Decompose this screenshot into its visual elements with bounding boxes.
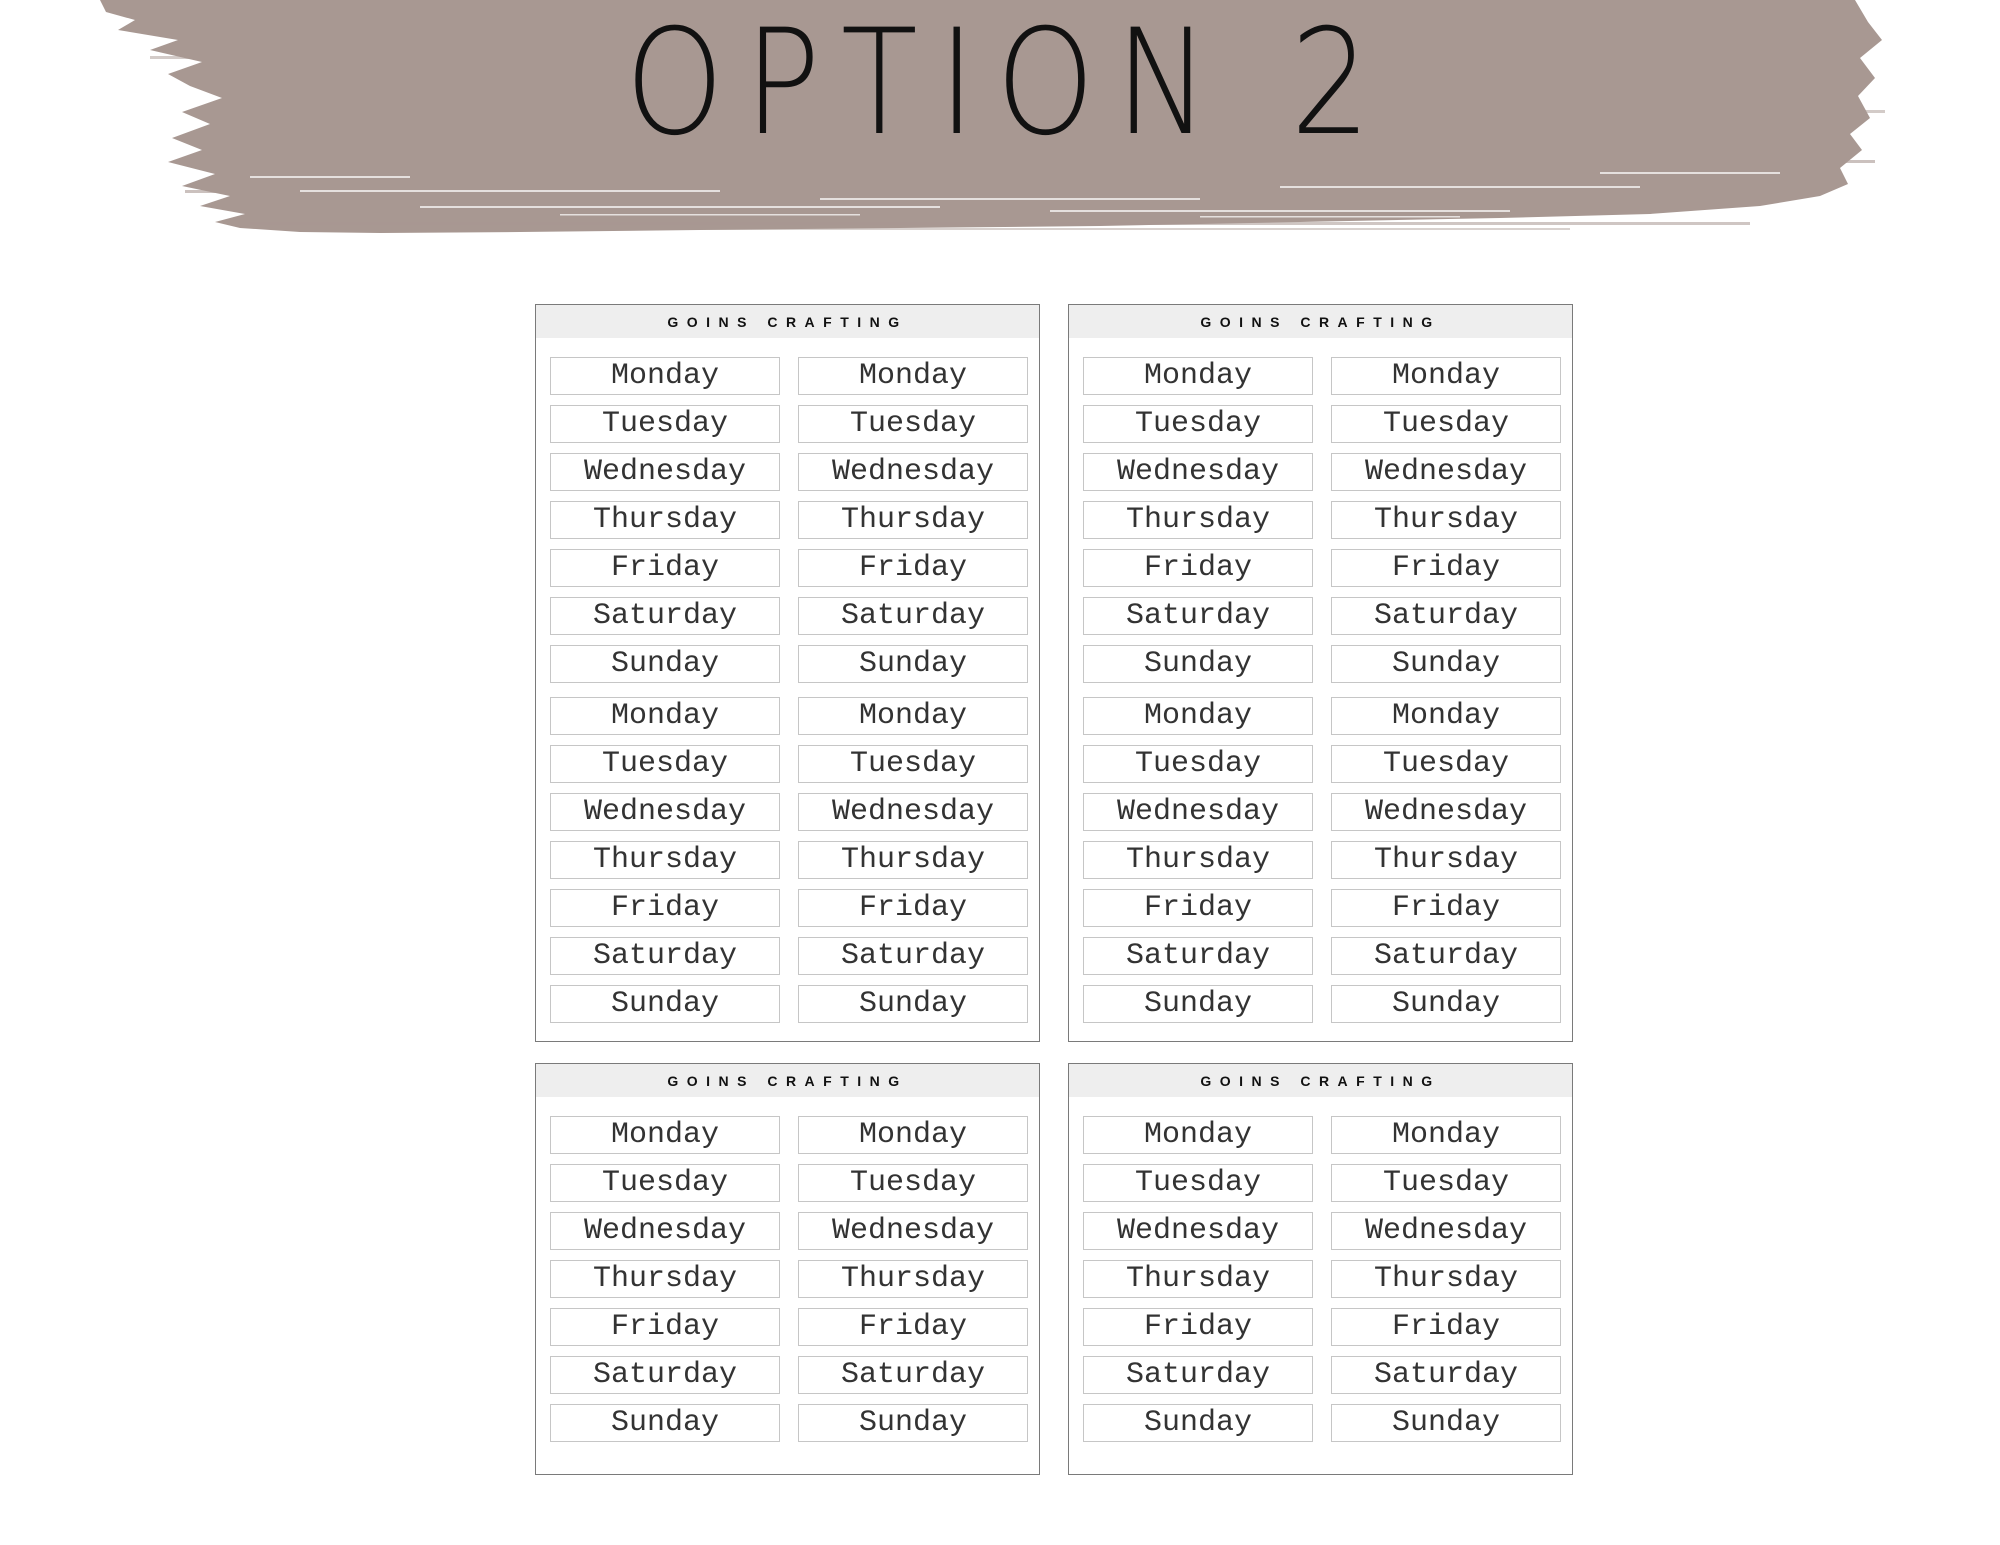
day-label-sticker: Friday [1331, 1308, 1561, 1346]
day-label-sticker: Tuesday [1331, 405, 1561, 443]
day-label-sticker: Wednesday [1331, 1212, 1561, 1250]
day-label-sticker: Friday [1331, 549, 1561, 587]
day-label-grid [550, 357, 1028, 1033]
day-label-sticker: Friday [1083, 549, 1313, 587]
day-label-sticker: Thursday [798, 841, 1028, 879]
day-label-sticker: Thursday [550, 1260, 780, 1298]
day-label-sticker: Tuesday [1083, 745, 1313, 783]
sheet-header: GOINS CRAFTING [536, 1064, 1039, 1097]
sticker-sheet-top-right [1068, 304, 1573, 1042]
day-label-sticker: Tuesday [550, 405, 780, 443]
day-label-sticker: Saturday [798, 937, 1028, 975]
day-label-sticker: Saturday [1331, 597, 1561, 635]
day-label-sticker: Tuesday [798, 1164, 1028, 1202]
day-label-sticker: Saturday [1331, 937, 1561, 975]
day-label-sticker: Monday [550, 357, 780, 395]
day-label-sticker: Thursday [550, 841, 780, 879]
day-label-sticker: Friday [550, 549, 780, 587]
day-label-sticker: Saturday [550, 597, 780, 635]
day-label-sticker: Tuesday [1083, 1164, 1313, 1202]
day-label-sticker: Thursday [1083, 501, 1313, 539]
day-label-sticker: Monday [1331, 697, 1561, 735]
day-label-sticker: Wednesday [1083, 1212, 1313, 1250]
day-label-sticker: Wednesday [798, 793, 1028, 831]
day-label-sticker: Monday [1083, 357, 1313, 395]
day-label-sticker: Saturday [1331, 1356, 1561, 1394]
day-label-sticker: Tuesday [1331, 745, 1561, 783]
day-label-grid [1083, 357, 1561, 1033]
day-label-sticker: Thursday [798, 501, 1028, 539]
sheet-header: GOINS CRAFTING [1069, 1064, 1572, 1097]
day-label-sticker: Sunday [550, 1404, 780, 1442]
day-label-sticker: Sunday [798, 985, 1028, 1023]
sticker-sheet-bottom-left [535, 1063, 1040, 1475]
sticker-sheet-top-left [535, 304, 1040, 1042]
day-label-sticker: Thursday [1083, 841, 1313, 879]
day-label-sticker: Sunday [1331, 985, 1561, 1023]
day-label-sticker: Saturday [798, 597, 1028, 635]
day-label-sticker: Thursday [1331, 1260, 1561, 1298]
day-label-sticker: Monday [1331, 357, 1561, 395]
day-label-sticker: Sunday [1331, 645, 1561, 683]
day-label-sticker: Friday [1083, 889, 1313, 927]
day-label-sticker: Friday [798, 889, 1028, 927]
day-label-sticker: Friday [798, 549, 1028, 587]
day-label-sticker: Saturday [1083, 597, 1313, 635]
day-label-sticker: Friday [798, 1308, 1028, 1346]
day-label-grid [1083, 1116, 1561, 1452]
day-label-sticker: Monday [1331, 1116, 1561, 1154]
day-label-sticker: Sunday [1083, 645, 1313, 683]
day-label-sticker: Tuesday [1083, 405, 1313, 443]
day-label-sticker: Tuesday [1331, 1164, 1561, 1202]
day-label-sticker: Saturday [1083, 1356, 1313, 1394]
day-label-sticker: Sunday [550, 645, 780, 683]
day-label-sticker: Sunday [1083, 1404, 1313, 1442]
day-label-sticker: Friday [550, 1308, 780, 1346]
day-label-sticker: Wednesday [1331, 793, 1561, 831]
day-label-sticker: Wednesday [550, 453, 780, 491]
day-label-sticker: Monday [798, 1116, 1028, 1154]
day-label-sticker: Wednesday [798, 453, 1028, 491]
day-label-sticker: Tuesday [550, 745, 780, 783]
day-label-sticker: Wednesday [550, 793, 780, 831]
day-label-sticker: Wednesday [550, 1212, 780, 1250]
sheet-header: GOINS CRAFTING [1069, 305, 1572, 338]
day-label-sticker: Monday [798, 357, 1028, 395]
day-label-sticker: Thursday [1083, 1260, 1313, 1298]
day-label-sticker: Monday [550, 697, 780, 735]
day-label-sticker: Sunday [1083, 985, 1313, 1023]
day-label-sticker: Tuesday [798, 745, 1028, 783]
day-label-sticker: Sunday [1331, 1404, 1561, 1442]
day-label-sticker: Thursday [1331, 501, 1561, 539]
day-label-sticker: Wednesday [798, 1212, 1028, 1250]
day-label-sticker: Sunday [550, 985, 780, 1023]
day-label-sticker: Monday [798, 697, 1028, 735]
day-label-sticker: Monday [1083, 697, 1313, 735]
sticker-sheet-bottom-right [1068, 1063, 1573, 1475]
day-label-sticker: Wednesday [1083, 793, 1313, 831]
day-label-sticker: Monday [1083, 1116, 1313, 1154]
day-label-sticker: Wednesday [1083, 453, 1313, 491]
day-label-sticker: Tuesday [550, 1164, 780, 1202]
day-label-sticker: Saturday [1083, 937, 1313, 975]
day-label-sticker: Saturday [550, 1356, 780, 1394]
day-label-sticker: Thursday [550, 501, 780, 539]
day-label-sticker: Saturday [798, 1356, 1028, 1394]
day-label-sticker: Monday [550, 1116, 780, 1154]
sheet-header: GOINS CRAFTING [536, 305, 1039, 338]
page-title: OPTION 2 [625, 0, 1392, 168]
day-label-grid [550, 1116, 1028, 1452]
day-label-sticker: Friday [1331, 889, 1561, 927]
day-label-sticker: Friday [550, 889, 780, 927]
day-label-sticker: Sunday [798, 1404, 1028, 1442]
day-label-sticker: Saturday [550, 937, 780, 975]
day-label-sticker: Friday [1083, 1308, 1313, 1346]
day-label-sticker: Tuesday [798, 405, 1028, 443]
day-label-sticker: Sunday [798, 645, 1028, 683]
day-label-sticker: Thursday [798, 1260, 1028, 1298]
day-label-sticker: Wednesday [1331, 453, 1561, 491]
day-label-sticker: Thursday [1331, 841, 1561, 879]
